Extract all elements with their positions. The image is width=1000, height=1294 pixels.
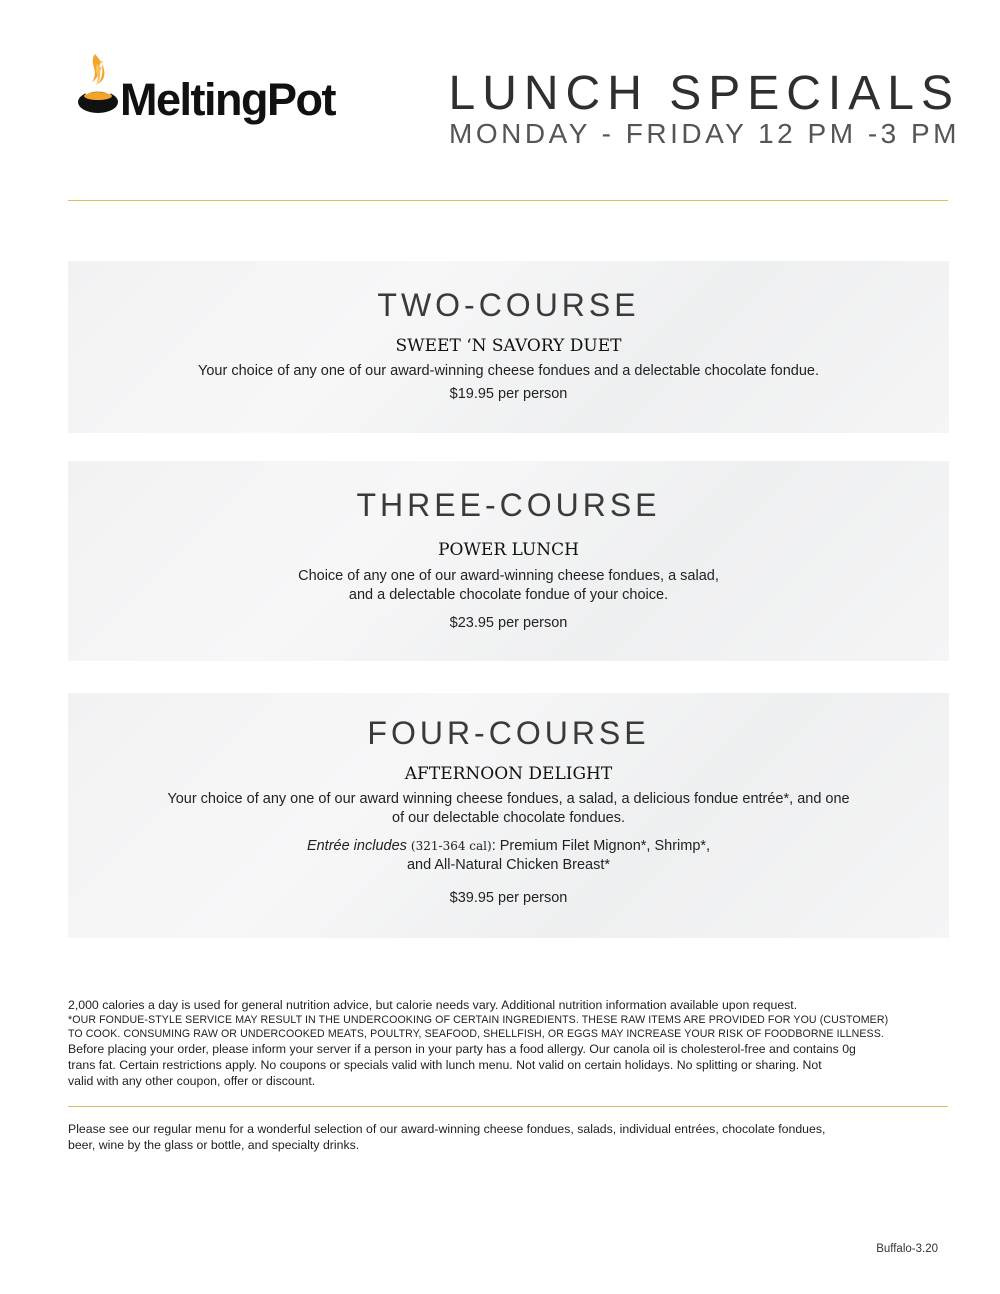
course-description: Your choice of any one of our award-winning cheese fondues and a delectable chocolate fondue. <box>198 363 819 379</box>
document-code: Buffalo-3.20 <box>876 1243 938 1255</box>
disclaimer <box>68 997 953 1089</box>
three-course-panel <box>68 461 949 661</box>
course-heading: FOUR-COURSE <box>367 715 650 751</box>
course-description-line: of our delectable chocolate fondues. <box>392 810 625 826</box>
course-heading: THREE-COURSE <box>356 487 661 523</box>
page-subtitle: MONDAY - FRIDAY 12 PM -3 PM <box>449 118 960 149</box>
undercooking-warning-line: TO COOK. CONSUMING RAW OR UNDERCOOKED MEATS, POULTRY, SEAFOOD, SHELLFISH, OR EGGS MAY INCREASE YOUR RISK OF FOODBORNE ILLNESS. <box>68 1028 884 1040</box>
regular-menu-note <box>68 1121 953 1153</box>
course-name: POWER LUNCH <box>438 540 579 560</box>
calorie-notice: 2,000 calories a day is used for general nutrition advice, but calorie needs vary. Additional nutrition information available upon request. <box>68 998 798 1012</box>
allergy-notice-line: Before placing your order, please inform your server if a person in your party has a food allergy. Our canola oil is cholesterol-free and contains 0g <box>68 1042 856 1056</box>
two-course-panel <box>68 261 949 433</box>
course-name: SWEET ‘N SAVORY DUET <box>395 336 622 356</box>
entree-label: Entrée includes <box>306 838 407 854</box>
course-description-line: Choice of any one of our award-winning cheese fondues, a salad, <box>298 568 719 584</box>
regular-menu-line: beer, wine by the glass or bottle, and specialty drinks. <box>68 1138 360 1152</box>
page-title: LUNCH SPECIALS <box>448 67 960 120</box>
brand-wordmark: MeltingPot <box>120 74 335 125</box>
course-heading: TWO-COURSE <box>377 287 640 323</box>
brand-logo <box>76 52 366 132</box>
course-price: $39.95 per person <box>449 890 568 906</box>
allergy-notice-line: valid with any other coupon, offer or discount. <box>68 1074 316 1088</box>
entree-items: : Premium Filet Mignon*, Shrimp*, <box>491 838 711 854</box>
course-description-line: Your choice of any one of our award winning cheese fondues, a salad, a delicious fondue entrée*, and one <box>167 791 850 807</box>
undercooking-warning-line: *OUR FONDUE-STYLE SERVICE MAY RESULT IN THE UNDERCOOKING OF CERTAIN INGREDIENTS. THESE RAW ITEMS ARE PROVIDED FOR YOU (CUSTOMER) <box>68 1014 889 1026</box>
divider <box>68 1106 948 1107</box>
entree-calories: (321-364 cal) <box>410 839 492 853</box>
entree-includes <box>68 837 949 856</box>
course-description-line: and a delectable chocolate fondue of your choice. <box>348 587 669 603</box>
course-name: AFTERNOON DELIGHT <box>404 764 613 784</box>
entree-items-line: and All-Natural Chicken Breast* <box>406 857 611 873</box>
allergy-notice-line: trans fat. Certain restrictions apply. No coupons or specials valid with lunch menu. Not valid on certain holidays. No splitting or sharing. Not <box>68 1058 822 1072</box>
four-course-panel <box>68 693 949 938</box>
divider <box>68 200 948 201</box>
regular-menu-line: Please see our regular menu for a wonderful selection of our award-winning cheese fondues, salads, individual entrées, chocolate fondues, <box>68 1122 826 1136</box>
course-price: $23.95 per person <box>449 615 568 631</box>
course-price: $19.95 per person <box>449 386 568 402</box>
